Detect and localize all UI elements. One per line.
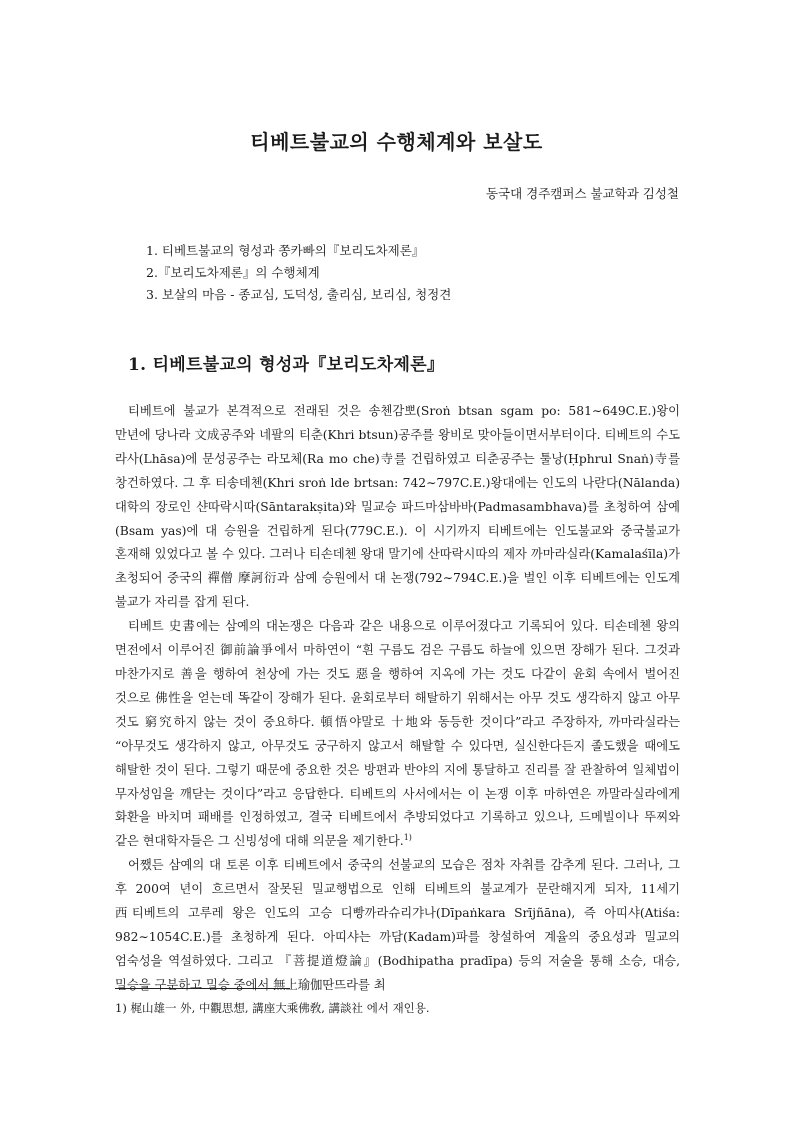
footnote: 1) 梶山雄一 外, 中觀思想, 講座大乘佛敎, 講談社 에서 재인용.	[115, 1001, 430, 1015]
author-affiliation: 동국대 경주캠퍼스 불교학과 김성철	[485, 186, 679, 201]
paragraph-text: 티베트에 불교가 본격적으로 전래된 것은 송첸감뽀(Sroṅ btsan sgam po: 581∼649C.E.)왕이 만년에 당나라 文成공주와 네팔의 티춘(Khri btsun)공주를 왕비로 맞아들이면서부터이다. 티베트의 수도 라사(Lhāsa)에 문성공주는 라모체(Ra mo che)寺를 건립하였고 티춘공주는 툴낭(Ḥphrul Snaṅ)寺를 창건하였다. 그 후 티송데첸(Khri sroṅ lde brtsan: 742∼797C.E.)왕대에는 인도의 나란다(Nālanda) 대학의 장로인 샨따락시따(Sāntarakṣita)와 밀교승 파드마삼바바(Padmasambhava)를 초청하여 삼예(Bsam yas)에 대 승원을 건립하게 된다(779C.E.). 이 시기까지 티베트에는 인도불교와 중국불교가 혼재해 있었다고 볼 수 있다. 그러나 티손데첸 왕대 말기에 산따락시따의 제자 까마라실라(Kamalaśīla)가 초청되어 중국의 禪僧 摩訶衍과 삼예 승원에서 대 논쟁(792∼794C.E.)을 벌인 이후 티베트에는 인도계 불교가 자리를 잡게 된다.	[115, 404, 680, 610]
paragraph-text: 어쨌든 삼예의 대 토론 이후 티베트에서 중국의 선불교의 모습은 점차 자취를 감추게 된다. 그러나, 그 후 200여 년이 흐르면서 잘못된 밀교행법으로 인해 티베트의 불교계가 문란해지게 되자, 11세기 西티베트의 고루레 왕은 인도의 고승 디빵까라슈리갸나(Dīpaṅkara Srījñāna), 즉 아띠샤(Atiśa: 982∼1054C.E.)를 초청하게 된다. 아띠샤는 까담(Kadam)파를 창설하여 계율의 중요성과 밀교의 엄숙성을 역설하였다. 그리고 『菩提道燈論』(Bodhipatha pradīpa) 등의 저술을 통해 소승, 대승, 밀승을 구분하고 밀승 중에서 無上瑜伽딴뜨라를 최	[115, 858, 680, 992]
paragraph	[115, 400, 680, 615]
footnote-marker[interactable]: 1)	[403, 833, 412, 843]
toc-item: 1. 티베트불교의 형성과 쫑카빠의『보리도차제론』	[146, 243, 425, 258]
paper-title: 티베트불교의 수행체계와 보살도	[250, 130, 543, 154]
footnote-divider	[115, 988, 290, 989]
toc-item: 2.『보리도차제론』의 수행체계	[146, 265, 320, 280]
table-of-contents	[146, 240, 451, 306]
paragraph	[115, 615, 680, 854]
body-text	[115, 400, 680, 998]
section-heading: 1. 티베트불교의 형성과『보리도차제론』	[128, 355, 445, 375]
paragraph	[115, 854, 680, 997]
toc-item: 3. 보살의 마음 - 종교심, 도덕성, 출리심, 보리심, 청정견	[146, 287, 452, 302]
paragraph-text: 티베트 史書에는 삼예의 대논쟁은 다음과 같은 내용으로 이루어졌다고 기록되어 있다. 티손데첸 왕의 면전에서 이루어진 御前論爭에서 마하연이 “흰 구름도 검은 구름도 하늘에 있으면 장해가 된다. 그것과 마찬가지로 善을 행하여 천상에 가는 것도 惡을 행하여 지옥에 가는 것도 다같이 윤회 속에서 벌어진 것으로 佛性을 얻는데 똑같이 장해가 된다. 윤회로부터 해탈하기 위해서는 아무 것도 생각하지 않고 아무 것도 窮究하지 않는 것이 중요하다. 頓悟야말로 十地와 동등한 것이다”라고 주장하자, 까마라실라는 “아무것도 생각하지 않고, 아무것도 궁구하지 않고서 해탈할 수 있다면, 실신한다든지 졸도했을 때에도 해탈한 것이 된다. 그렇기 때문에 중요한 것은 방편과 반야의 지에 통달하고 진리를 잘 관찰하여 일체법이 무자성임을 깨닫는 것이다”라고 응답한다. 티베트의 사서에서는 이 논쟁 이후 마하연은 까말라실라에게 화환을 바치며 패배를 인정하였고, 결국 티베트에서 추방되었다고 기록하고 있으나, 드메빌이나 뚜찌와 같은 현대학자들은 그 신빙성에 대해 의문을 제기한다.	[115, 619, 680, 849]
